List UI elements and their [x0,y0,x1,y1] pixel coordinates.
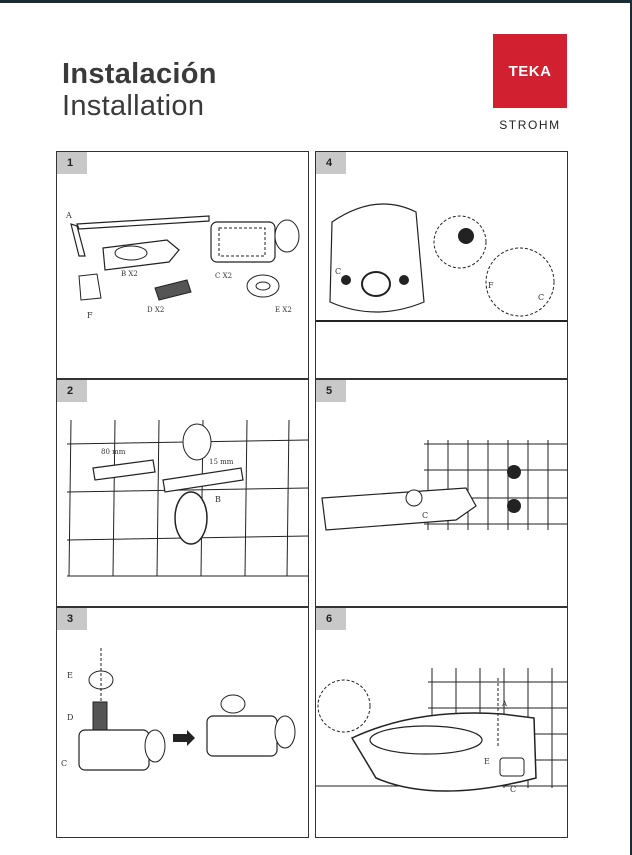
step-5-illustration [316,380,567,606]
label-15mm: 15 mm [209,458,234,466]
label-b: B X2 [121,270,138,278]
label-c-left: C [335,267,342,276]
label-a: A [66,211,72,220]
label-b: B [215,495,221,504]
title-english: Installation [62,90,205,122]
label-c: C X2 [215,272,233,280]
step-4-panel [315,151,568,379]
label-e: E [484,757,490,766]
label-80mm: 80 mm [101,448,126,456]
step-3-number: 3 [57,608,87,630]
step-4-number: 4 [316,152,346,174]
step-1-illustration [57,152,308,378]
label-f: F [87,311,93,320]
step-2-illustration [57,380,308,606]
step-5-number: 5 [316,380,346,402]
label-a: A [502,700,508,708]
step-4-illustration [316,152,567,378]
step-2-panel [56,379,309,607]
label-d: D X2 [147,306,165,314]
label-f: F [488,281,494,290]
step-5-panel [315,379,568,607]
step-6-illustration [316,608,567,837]
label-c-right: C [538,293,545,302]
step-2-number: 2 [57,380,87,402]
label-e: E X2 [275,306,292,314]
label-c: C [422,511,429,520]
top-edge-line [0,0,632,3]
label-c: C [61,759,68,768]
label-c: C [510,785,517,794]
teka-logo [493,34,567,108]
step-1-number: 1 [57,152,87,174]
label-d: D [67,713,74,722]
teka-logo-text: TEKA [508,62,552,80]
step-6-number: 6 [316,608,346,630]
step-6-panel [315,607,568,838]
step-1-panel [56,151,309,379]
step-3-illustration [57,608,308,837]
strohm-logo: STROHM [499,118,561,132]
title-spanish: Instalación [62,58,217,90]
label-e: E [67,671,73,680]
step-3-panel [56,607,309,838]
